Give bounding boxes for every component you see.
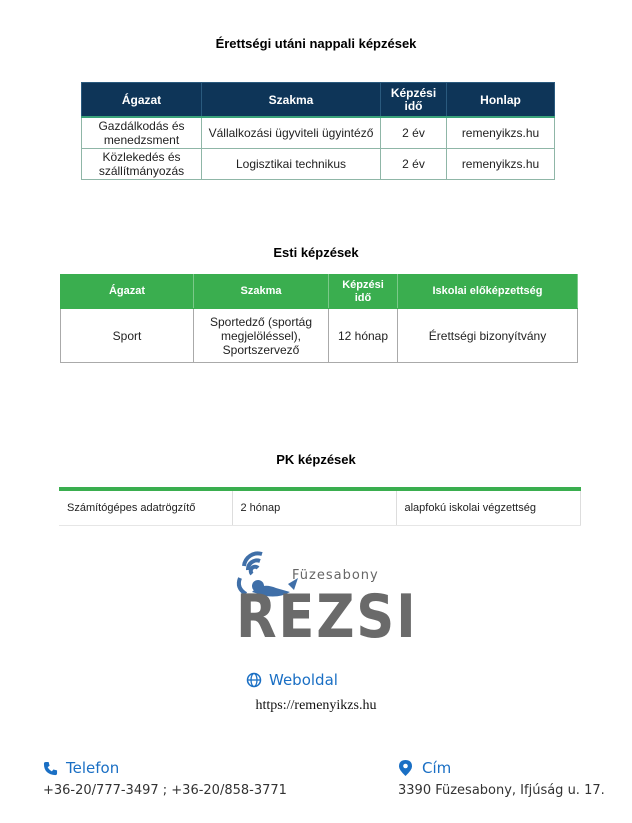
cell-ido: 2 év xyxy=(381,117,447,149)
address-value: 3390 Füzesabony, Ifjúság u. 17. xyxy=(398,783,605,798)
cell-agazat: Gazdálkodás és menedzsment xyxy=(82,117,202,149)
cell-honlap: remenyikzs.hu xyxy=(447,117,555,149)
pk-courses-title: PK képzések xyxy=(276,452,356,467)
rezsi-logo xyxy=(232,548,418,658)
evening-courses-table xyxy=(60,274,578,363)
cell-agazat: Sport xyxy=(61,309,194,363)
table-header-row xyxy=(82,83,555,118)
cell-ido: 2 hónap xyxy=(232,489,396,526)
pk-courses-table xyxy=(59,487,581,526)
phone-value[interactable]: +36-20/777-3497 ; +36-20/858-3771 xyxy=(43,783,287,798)
phone-label: Telefon xyxy=(66,759,120,777)
header-kepzesi-ido: Képzési idő xyxy=(381,83,447,118)
globe-icon xyxy=(246,672,264,690)
table-row xyxy=(82,149,555,180)
header-kepzesi-ido: Képzési idő xyxy=(329,275,398,309)
logo-big-text: REZSI xyxy=(236,582,418,652)
header-agazat: Ágazat xyxy=(61,275,194,309)
day-courses-title: Érettségi utáni nappali képzések xyxy=(215,36,417,51)
header-elokepzettseg: Iskolai előképzettség xyxy=(398,275,578,309)
evening-courses-title: Esti képzések xyxy=(273,245,359,260)
website-link[interactable]: https://remenyikzs.hu xyxy=(255,698,377,713)
table-row xyxy=(82,117,555,149)
header-agazat: Ágazat xyxy=(82,83,202,118)
cell-szakma: Vállalkozási ügyviteli ügyintéző xyxy=(202,117,381,149)
cell-honlap: remenyikzs.hu xyxy=(447,149,555,180)
address-label: Cím xyxy=(422,759,452,777)
cell-elokepzettseg: alapfokú iskolai végzettség xyxy=(396,489,580,526)
website-label: Weboldal xyxy=(269,671,338,689)
table-header-row xyxy=(61,275,578,309)
phone-icon xyxy=(43,761,59,777)
cell-ido: 2 év xyxy=(381,149,447,180)
cell-szakma: Logisztikai technikus xyxy=(202,149,381,180)
logo-small-text: Füzesabony xyxy=(292,568,379,583)
table-row xyxy=(61,309,578,363)
header-szakma: Szakma xyxy=(194,275,329,309)
cell-szakma: Sportedző (sportág megjelöléssel), Sportszervező xyxy=(194,309,329,363)
cell-szakma: Számítógépes adatrögzítő xyxy=(59,489,232,526)
cell-ido: 12 hónap xyxy=(329,309,398,363)
header-honlap: Honlap xyxy=(447,83,555,118)
cell-elokepzettseg: Érettségi bizonyítvány xyxy=(398,309,578,363)
header-szakma: Szakma xyxy=(202,83,381,118)
location-pin-icon xyxy=(399,760,413,776)
day-courses-table xyxy=(81,82,555,180)
cell-agazat: Közlekedés és szállítmányozás xyxy=(82,149,202,180)
table-row xyxy=(59,489,580,526)
